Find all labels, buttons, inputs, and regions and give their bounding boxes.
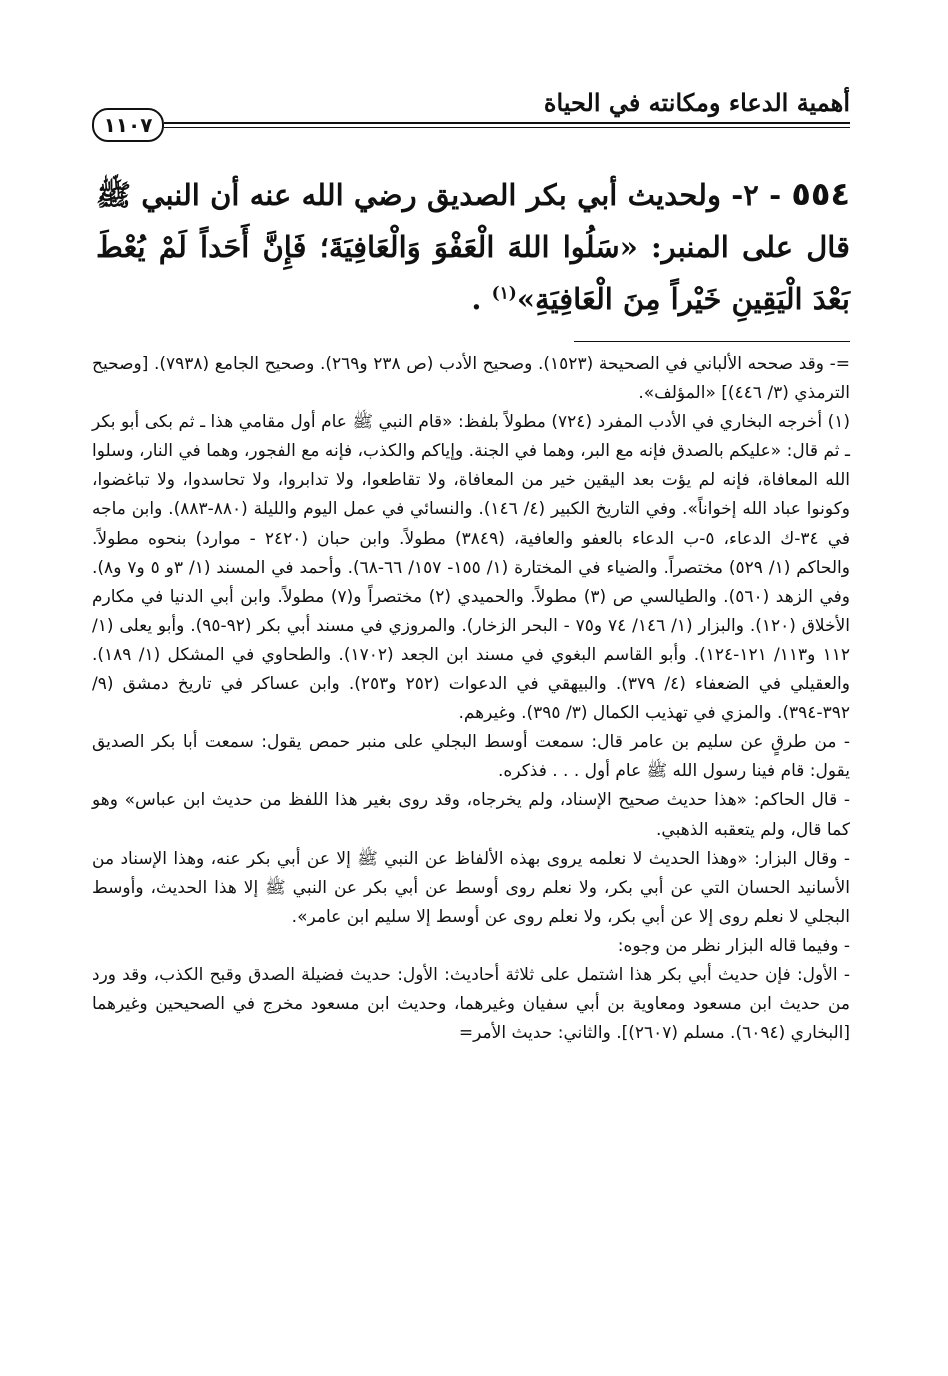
page-header [92, 88, 850, 150]
chapter-title: أهمية الدعاء ومكانته في الحياة [543, 88, 850, 117]
footnote-paragraph: - الأول: فإن حديث أبي بكر هذا اشتمل على ثلاثة أحاديث: الأول: حديث فضيلة الصدق وقبح الكذب، وقد ورد من حديث ابن مسعود ومعاوية بن أبي سفيان وغيرهما، وحديث ابن مسعود مخرج في الصحيحين وغيرهما [البخاري (٦٠٩٤). مسلم (٢٦٠٧)]. والثاني: حديث الأمر= [92, 964, 850, 1044]
footnote-marker: (١) [491, 283, 517, 304]
header-rule-thin [164, 127, 850, 128]
footnote-paragraph: - وفيما قاله البزار نظر من وجوه: [617, 935, 850, 956]
footnote-paragraph: - وقال البزار: «وهذا الحديث لا نعلمه يروى بهذه الألفاظ عن النبي ﷺ إلا عن أبي بكر عنه، وهذا الإسناد من الأسانيد الحسان التي عن أبي بكر، ولا نعلم روى أوسط عن أبي بكر عن النبي ﷺ إلا هذا الحديث، وأوسط البجلي لا نعلم روى إلا عن أبي بكر، ولا نعلم روى عن أوسط إلا سليم ابن عامر». [92, 848, 850, 927]
footnote-paragraph: - من طرقٍ عن سليم بن عامر قال: سمعت أوسط البجلي على منبر حمص يقول: سمعت أبا بكر الصديق يقول: قام فينا رسول الله ﷺ عام أول . . . فذكره. [92, 732, 850, 782]
hadith-end: . [471, 282, 482, 316]
page-number: ١١٠٧ [92, 108, 164, 142]
footnotes [92, 350, 850, 1048]
footnote-separator [574, 341, 850, 342]
footnote-paragraph: - قال الحاكم: «هذا حديث صحيح الإسناد، ولم يخرجاه، وقد روى بغير هذا اللفظ من حديث ابن عباس» وهو كما قال، ولم يتعقبه الذهبي. [92, 790, 850, 840]
hadith-text [96, 168, 850, 325]
hadith-number: ٥٥٤ [791, 175, 850, 213]
hadith-body: - ٢- ولحديث أبي بكر الصديق رضي الله عنه أن النبي ﷺ قال على المنبر: «سَلُوا اللهَ الْعَفْوَ وَالْعَافِيَةَ؛ فَإِنَّ أَحَداً لَمْ يُعْطَ بَعْدَ الْيَقِينِ خَيْراً مِنَ الْعَافِيَةِ» [96, 178, 850, 316]
header-rule [164, 122, 850, 124]
footnote-continuation: =- وقد صححه الألباني في الصحيحة (١٥٢٣). وصحيح الأدب (ص ٢٣٨ و٢٦٩). وصحيح الجامع (٧٩٣٨). [وصحيح الترمذي (٣/ ٤٤٦)] «المؤلف». [92, 354, 850, 404]
footnote-1: (١) أخرجه البخاري في الأدب المفرد (٧٢٤) مطولاً بلفظ: «قام النبي ﷺ عام أول مقامي هذا ـ ثم بكى أبو بكر ـ ثم قال: «عليكم بالصدق فإنه مع البر، وهما في الجنة. وإياكم والكذب، فإنه مع الفجور، وهما في النار، وسلوا الله المعافاة، فإنه لم يؤت بعد اليقين خير من المعافاة، ولا تقاطعوا، ولا تدابروا، ولا تحاسدوا، ولا تباغضوا، وكونوا عباد الله إخواناً». وفي التاريخ الكبير (٤/ ١٤٦). والنسائي في عمل اليوم والليلة (٨٨٠-٨٨٣). وابن ماجه في ٣٤-ك الدعاء، ٥-ب الدعاء بالعفو والعافية، (٣٨٤٩) مطولاً. وابن حبان (٢٤٢٠ - موارد) بنحوه مطولاً. والحاكم (١/ ٥٢٩) مختصراً. والضياء في المختارة (١/ ١٥٥- ١٥٧/ ٦٦-٦٨). وأحمد في المسند (١/ ٣و ٥ و٧ و٨). وفي الزهد (٥٦٠). والطيالسي ص (٣) مطولاً. والحميدي (٢) مختصراً و(٧) مطولاً. وابن أبي الدنيا في مكارم الأخلاق (١٢٠). والبزار (١/ ١٤٦/ ٧٤ و٧٥ - البحر الزخار). والمروزي في مسند أبي بكر (٩٢-٩٥). وأبو يعلى (١/ ١١٢ و١١٣/ ١٢١-١٢٤). وأبو القاسم البغوي في مسند ابن الجعد (١٧٠٢). والطحاوي في المشكل (١/ ١٨٩). والعقيلي في الضعفاء (٤/ ٣٧٩). والبيهقي في الدعوات (٢٥٢ و٢٥٣). وابن عساكر في تاريخ دمشق (٩/ ٣٩٢-٣٩٤). والمزي في تهذيب الكمال (٣/ ٣٩٥). وغيرهم. [92, 412, 851, 724]
